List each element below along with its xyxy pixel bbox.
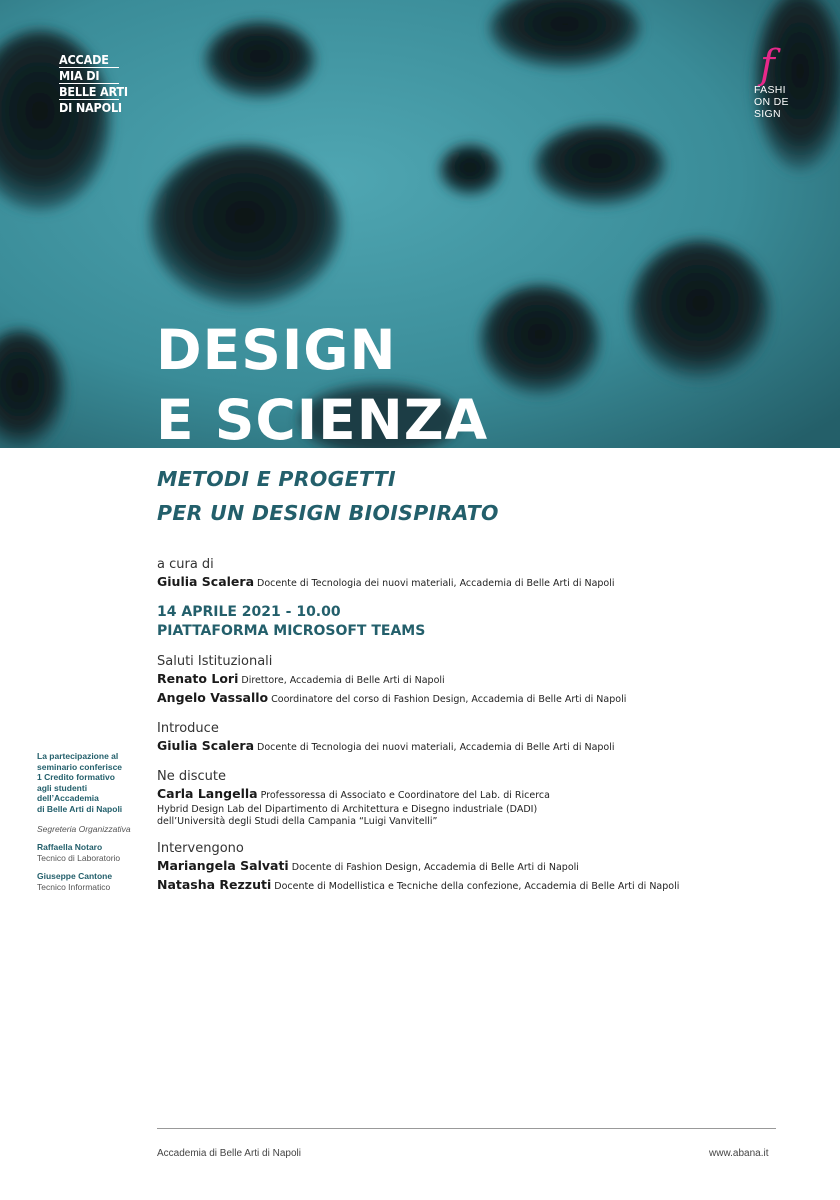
credit-line: 1 Credito formativo xyxy=(37,772,115,783)
subtitle-line2: PER UN DESIGN BIOISPIRATO xyxy=(157,501,499,525)
accademia-logo-line3: BELLE ARTI xyxy=(59,84,128,99)
saluti-person xyxy=(157,689,797,708)
intervengono-label: Intervengono xyxy=(157,841,244,856)
person-role: Docente di Tecnologia dei nuovi materiali, Accademia di Belle Arti di Napoli xyxy=(257,742,615,753)
credit-line: La partecipazione al xyxy=(37,751,119,761)
footer-website-link[interactable]: www.abana.it xyxy=(709,1148,769,1159)
saluti-person xyxy=(157,670,797,689)
event-date: 14 APRILE 2021 - 10.00 xyxy=(157,604,341,620)
discussant-role-line2: Hybrid Design Lab del Dipartimento di Architettura e Disegno industriale (DADI) xyxy=(157,804,538,815)
fashion-logo-mark: f xyxy=(760,42,775,88)
curated-label: a cura di xyxy=(157,557,214,572)
footer-divider xyxy=(157,1128,776,1129)
staff-role: Tecnico di Laboratorio xyxy=(37,852,121,863)
person-name: Mariangela Salvati xyxy=(157,858,289,873)
curator-name: Giulia Scalera xyxy=(157,574,255,589)
person-role: Coordinatore del corso di Fashion Design, Accademia di Belle Arti di Napoli xyxy=(271,694,627,705)
person-name: Angelo Vassallo xyxy=(157,690,269,705)
accademia-logo xyxy=(59,52,128,115)
speaker xyxy=(157,876,797,895)
accademia-logo-line1: ACCADE xyxy=(59,52,119,68)
page-title xyxy=(156,315,488,448)
staff-role: Tecnico Informatico xyxy=(37,881,111,892)
accademia-logo-line4: DI NAPOLI xyxy=(59,100,122,115)
credit-line: agli studenti xyxy=(37,782,88,793)
discute-section xyxy=(157,768,797,828)
event-platform: PIATTAFORMA MICROSOFT TEAMS xyxy=(157,623,426,639)
fashion-logo-line1: FASHI xyxy=(754,84,786,96)
person-name: Carla Langella xyxy=(157,786,258,801)
credit-line: seminario conferisce xyxy=(37,761,123,772)
person-role: Professoressa di Associato e Coordinatore del Lab. di Ricerca xyxy=(260,790,550,801)
person-name: Natasha Rezzuti xyxy=(157,877,272,892)
introduce-label: Introduce xyxy=(157,721,219,736)
person-role: Docente di Modellistica e Tecniche della confezione, Accademia di Belle Arti di Napoli xyxy=(274,881,680,892)
subtitle xyxy=(157,462,499,530)
saluti-label: Saluti Istituzionali xyxy=(157,654,273,669)
fashion-design-logo xyxy=(754,42,794,120)
introducer xyxy=(157,737,797,756)
discussant xyxy=(157,785,797,804)
staff-name: Giuseppe Cantone xyxy=(37,871,113,882)
discute-label: Ne discute xyxy=(157,769,226,784)
intervengono-section xyxy=(157,840,797,895)
staff-name: Raffaella Notaro xyxy=(37,842,103,853)
curator xyxy=(157,573,797,592)
fashion-logo-line3: SIGN xyxy=(754,108,781,120)
saluti-section xyxy=(157,653,797,708)
person-role: Direttore, Accademia di Belle Arti di Napoli xyxy=(241,675,445,686)
curator-role: Docente di Tecnologia dei nuovi materiali, Accademia di Belle Arti di Napoli xyxy=(257,578,615,589)
accademia-logo-line2: MIA DI xyxy=(59,68,119,84)
discussant-role-line3: dell’Università degli Studi della Campania “Luigi Vanvitelli” xyxy=(157,816,438,827)
speaker xyxy=(157,857,797,876)
introduce-section xyxy=(157,720,797,756)
sidebar-info xyxy=(37,751,147,893)
title-line2: E SCIENZA xyxy=(156,388,489,448)
footer-institution: Accademia di Belle Arti di Napoli xyxy=(157,1148,301,1159)
hero-image xyxy=(0,0,840,448)
credit-line: dell’Accademia xyxy=(37,793,99,804)
title-line1: DESIGN xyxy=(156,318,397,382)
person-name: Giulia Scalera xyxy=(157,738,255,753)
credit-line: di Belle Arti di Napoli xyxy=(37,803,123,814)
program xyxy=(157,556,797,895)
fashion-logo-line2: ON DE xyxy=(754,96,789,108)
subtitle-line1: METODI E PROGETTI xyxy=(157,467,396,491)
person-name: Renato Lori xyxy=(157,671,239,686)
person-role: Docente di Fashion Design, Accademia di Belle Arti di Napoli xyxy=(291,862,579,873)
secretariat-label: Segreteria Organizzativa xyxy=(37,823,131,834)
event-info xyxy=(157,603,797,641)
